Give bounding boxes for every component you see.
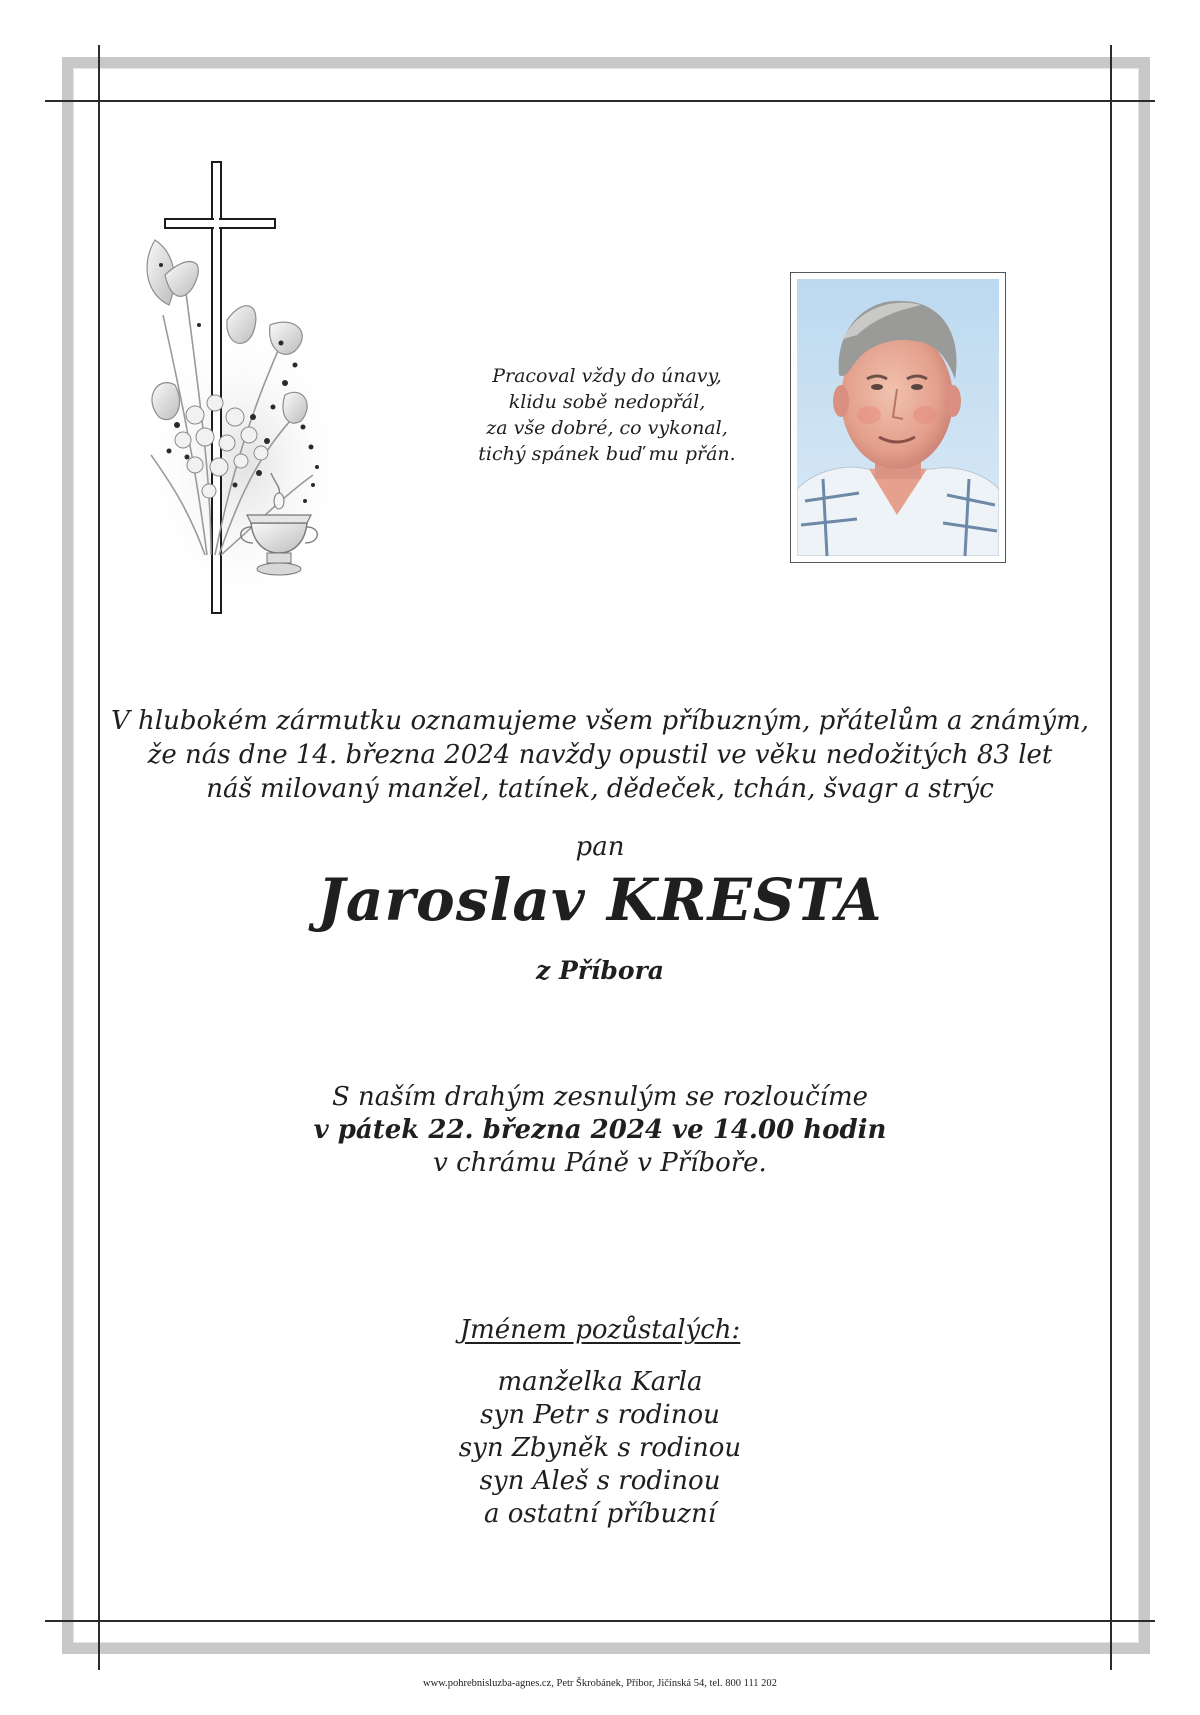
portrait-photo [797, 279, 999, 556]
footer-imprint: www.pohrebnisluzba-agnes.cz, Petr Škrobánek, Příbor, Jičínská 54, tel. 800 111 202 [423, 1678, 777, 1689]
announcement-line: náš milovaný manžel, tatínek, dědeček, tchán, švagr a strýc [206, 774, 994, 804]
survivor-name: syn Zbyněk s rodinou [458, 1433, 742, 1463]
funeral-date-time: v pátek 22. března 2024 ve 14.00 hodin [313, 1115, 887, 1145]
announcement-line: V hlubokém zármutku oznamujeme všem příbuzným, přátelům a známým, [111, 706, 1089, 736]
survivor-name: syn Aleš s rodinou [479, 1466, 721, 1496]
funeral-place: v chrámu Páně v Příboře. [433, 1148, 767, 1178]
deceased-origin: z Příbora [536, 956, 664, 985]
frame-line-top [45, 100, 1155, 102]
verse-line: tichý spánek buď mu přán. [478, 443, 736, 465]
deceased-prefix: pan [575, 832, 625, 862]
survivor-name: manželka Karla [497, 1367, 703, 1397]
verse-line: za vše dobré, co vykonal, [486, 417, 728, 439]
announcement-line: že nás dne 14. března 2024 navždy opustil ve věku nedožitých 83 let [147, 740, 1053, 770]
funeral-line: S naším drahým zesnulým se rozloučíme [331, 1082, 869, 1112]
cross-bouquet-ornament [135, 155, 365, 625]
portrait-frame [790, 272, 1006, 563]
survivor-name: syn Petr s rodinou [480, 1400, 720, 1430]
deceased-name: Jaroslav KRESTA [317, 866, 883, 934]
survivors-heading: Jménem pozůstalých: [459, 1315, 741, 1345]
frame-line-bottom [45, 1620, 1155, 1622]
verse-line: Pracoval vždy do únavy, [492, 365, 722, 387]
verse-line: klidu sobě nedopřál, [508, 391, 706, 413]
survivor-name: a ostatní příbuzní [483, 1499, 717, 1529]
